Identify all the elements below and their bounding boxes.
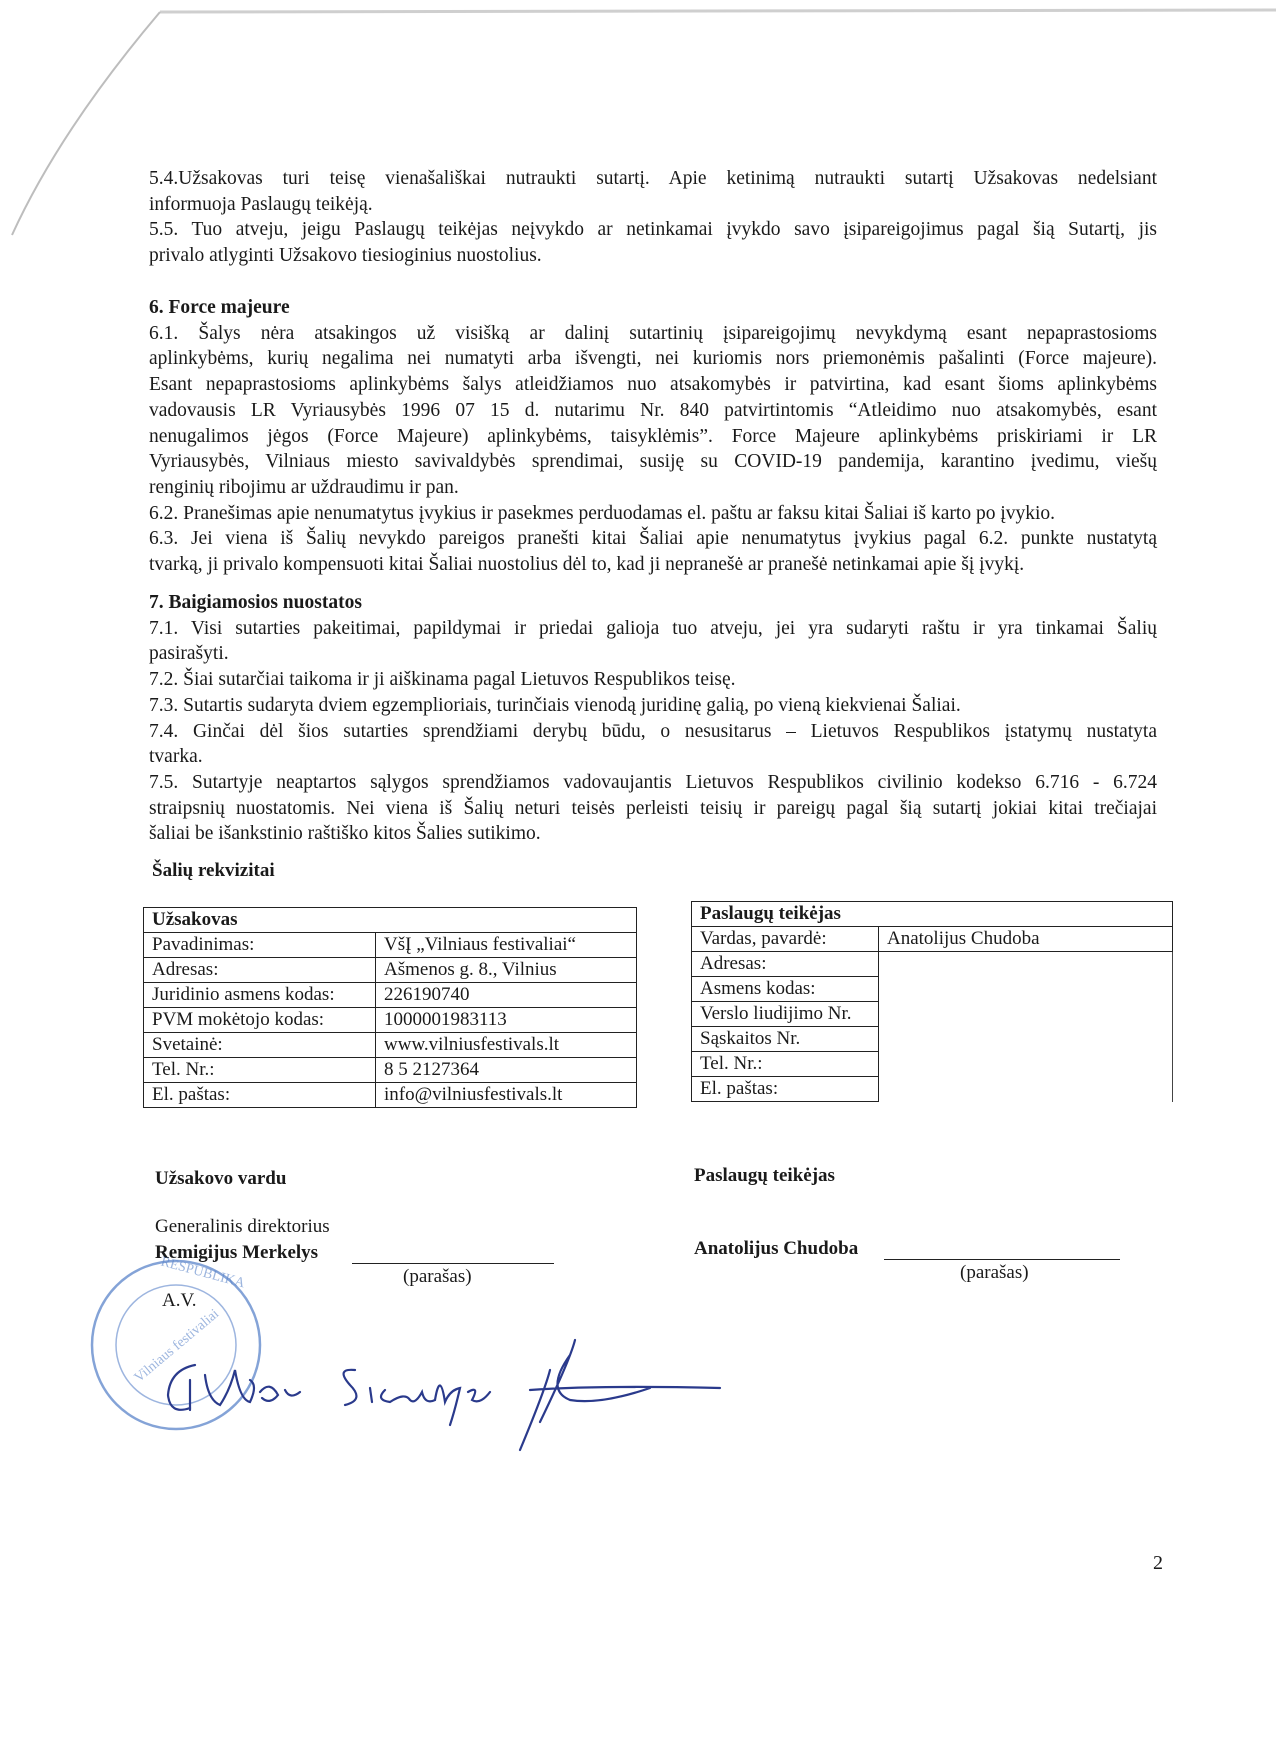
section-6 <box>149 295 1157 578</box>
text-line: aplinkybėms, kurių negalima nei numatyti arba išvengti, nei kuriomis nors priemonėmis pašalinti (Force majeure). <box>149 348 1157 370</box>
provider-table-row <box>692 1077 1173 1102</box>
section-5 <box>149 166 1157 269</box>
provider-table-row <box>692 1002 1173 1027</box>
provider-table-row <box>692 952 1173 977</box>
customer-field-label: Tel. Nr.: <box>144 1058 376 1083</box>
text-line: pasirašyti. <box>149 643 229 665</box>
customer-signature-line <box>352 1263 554 1264</box>
customer-table-row <box>144 1008 637 1033</box>
provider-signature-line <box>884 1259 1120 1260</box>
provider-table-row <box>692 1027 1173 1052</box>
text-line: 6.1. Šalys nėra atsakingos už visišką ar dalinį sutartinių įsipareigojimų nevykdymą esant nepaprastosioms <box>149 322 1157 344</box>
text-line: 7.5. Sutartyje neaptartos sąlygos sprendžiamos vadovaujantis Lietuvos Respublikos civilinio kodekso 6.716 - 6.724 <box>149 771 1157 793</box>
customer-table-row <box>144 958 637 983</box>
customer-field-value: www.vilniusfestivals.lt <box>376 1033 637 1058</box>
svg-text:Vilniaus festivaliai: Vilniaus festivaliai <box>131 1306 223 1386</box>
text-line: 5.4.Užsakovas turi teisę vienašališkai nutraukti sutartį. Apie ketinimą nutraukti sutartį Užsakovas nedelsiant <box>149 168 1157 189</box>
customer-sign-heading: Užsakovo vardu <box>155 1168 287 1189</box>
customer-field-label: PVM mokėtojo kodas: <box>144 1008 376 1033</box>
section-6-heading: 6. Force majeure <box>149 297 290 318</box>
svg-text:RESPUBLIKA: RESPUBLIKA <box>159 1254 247 1292</box>
provider-sign-label: (parašas) <box>960 1262 1029 1283</box>
provider-field-value <box>879 1052 1173 1077</box>
provider-field-value <box>879 1027 1173 1052</box>
provider-sign-heading: Paslaugų teikėjas <box>694 1165 835 1186</box>
text-line: Esant nepaprastosioms aplinkybėms šalys atleidžiamos nuo atsakomybės ir patvirtina, kad esant šioms aplinkybėms <box>149 374 1157 396</box>
customer-table-row <box>144 1033 637 1058</box>
provider-field-label: Asmens kodas: <box>692 977 879 1002</box>
provider-table-row <box>692 927 1173 952</box>
customer-field-label: El. paštas: <box>144 1083 376 1108</box>
text-line: 7.2. Šiai sutarčiai taikoma ir ji aiškinama pagal Lietuvos Respublikos teisę. <box>149 669 736 691</box>
customer-table-row <box>144 983 637 1008</box>
text-line: 6.2. Pranešimas apie nenumatytus įvykius ir pasekmes perduodamas el. paštu ar faksu kitai Šaliai iš karto po įvykio. <box>149 502 1056 524</box>
customer-field-value: 8 5 2127364 <box>376 1058 637 1083</box>
customer-table-row <box>144 1058 637 1083</box>
customer-field-value: 1000001983113 <box>376 1008 637 1033</box>
provider-field-label: Tel. Nr.: <box>692 1052 879 1077</box>
provider-field-value <box>879 977 1173 1002</box>
stamp-label: A.V. <box>162 1290 197 1311</box>
provider-field-value <box>879 1002 1173 1027</box>
text-line: nenugalimos jėgos (Force Majeure) aplinkybėms, taisyklėmis”. Force Majeure aplinkybėms priskiriami ir LR <box>149 425 1157 447</box>
provider-table <box>691 901 1173 1102</box>
text-line: 6.3. Jei viena iš Šalių nevykdo pareigos pranešti kitai Šaliai apie nenumatytus įvykius pagal 6.2. punkte nustatytą <box>149 528 1157 550</box>
provider-field-label: El. paštas: <box>692 1077 879 1102</box>
customer-field-value: 226190740 <box>376 983 637 1008</box>
text-line: privalo atlyginti Užsakovo tiesioginius nuostolius. <box>149 245 542 267</box>
provider-signer-name: Anatolijus Chudoba <box>694 1238 859 1259</box>
text-line: informuoja Paslaugų teikėją. <box>149 193 373 215</box>
provider-field-label: Adresas: <box>692 952 879 977</box>
customer-position: Generalinis direktorius <box>155 1216 330 1237</box>
customer-field-label: Svetainė: <box>144 1033 376 1058</box>
provider-field-label: Verslo liudijimo Nr. <box>692 1002 879 1027</box>
customer-table-row <box>144 933 637 958</box>
customer-field-value: info@vilniusfestivals.lt <box>376 1083 637 1108</box>
text-line: 7.4. Ginčai dėl šios sutarties sprendžiami derybų būdu, o nesusitarus – Lietuvos Respublikos įstatymų nustatyta <box>149 720 1157 742</box>
customer-sign-label: (parašas) <box>403 1266 472 1287</box>
customer-field-label: Pavadinimas: <box>144 933 376 958</box>
customer-table-title: Užsakovas <box>144 908 637 933</box>
text-line: Vyriausybės, Vilniaus miesto savivaldybės sprendimai, susiję su COVID-19 pandemija, karantino įvedimu, viešų <box>149 451 1157 473</box>
customer-field-value: Ašmenos g. 8., Vilnius <box>376 958 637 983</box>
provider-field-label: Vardas, pavardė: <box>692 927 879 952</box>
provider-field-label: Sąskaitos Nr. <box>692 1027 879 1052</box>
text-line: tvarką, ji privalo kompensuoti kitai Šaliai nuostolius dėl to, kad ji nepranešė ar pranešė netinkamai apie šį įvykį. <box>149 554 1025 576</box>
customer-signer-name: Remigijus Merkelys <box>155 1242 319 1263</box>
provider-field-value <box>879 1077 1173 1102</box>
customer-field-label: Juridinio asmens kodas: <box>144 983 376 1008</box>
customer-table-row <box>144 1083 637 1108</box>
provider-table-title: Paslaugų teikėjas <box>692 902 1173 927</box>
provider-field-value: Anatolijus Chudoba <box>879 927 1173 952</box>
section-7-heading: 7. Baigiamosios nuostatos <box>149 592 362 613</box>
section-7 <box>149 590 1157 847</box>
provider-table-row <box>692 977 1173 1002</box>
provider-field-value <box>879 952 1173 977</box>
customer-field-value: VšĮ „Vilniaus festivaliai“ <box>376 933 637 958</box>
page-number: 2 <box>1153 1552 1163 1574</box>
text-line: 7.1. Visi sutarties pakeitimai, papildymai ir priedai galioja tuo atveju, jei yra sudaryti raštu ir yra tinkamai Šalių <box>149 617 1157 639</box>
provider-table-row <box>692 1052 1173 1077</box>
customer-table <box>143 907 637 1108</box>
handwritten-signature <box>150 1330 730 1470</box>
text-line: vadovausis LR Vyriausybės 1996 07 15 d. nutarimu Nr. 840 patvirtintomis “Atleidimo nuo atsakomybės, esant <box>149 399 1157 421</box>
text-line: straipsnių nuostatomis. Nei viena iš Šalių neturi teisės perleisti teisių ir pareigų pagal šią sutartį jokiai kitai trečiajai <box>149 797 1157 819</box>
text-line: 7.3. Sutartis sudaryta dviem egzemplioriais, turinčiais vienodą juridinę galią, po vieną kiekvienai Šaliai. <box>149 694 961 716</box>
customer-field-label: Adresas: <box>144 958 376 983</box>
text-line: tvarka. <box>149 746 203 768</box>
text-line: renginių ribojimu ar uždraudimu ir pan. <box>149 476 459 498</box>
text-line: 5.5. Tuo atveju, jeigu Paslaugų teikėjas neįvykdo ar netinkamai įvykdo savo įsipareigojimus pagal šią Sutartį, jis <box>149 219 1157 241</box>
text-line: šaliai be išankstinio raštiško kitos Šalies sutikimo. <box>149 823 541 845</box>
requisites-heading: Šalių rekvizitai <box>152 860 275 881</box>
